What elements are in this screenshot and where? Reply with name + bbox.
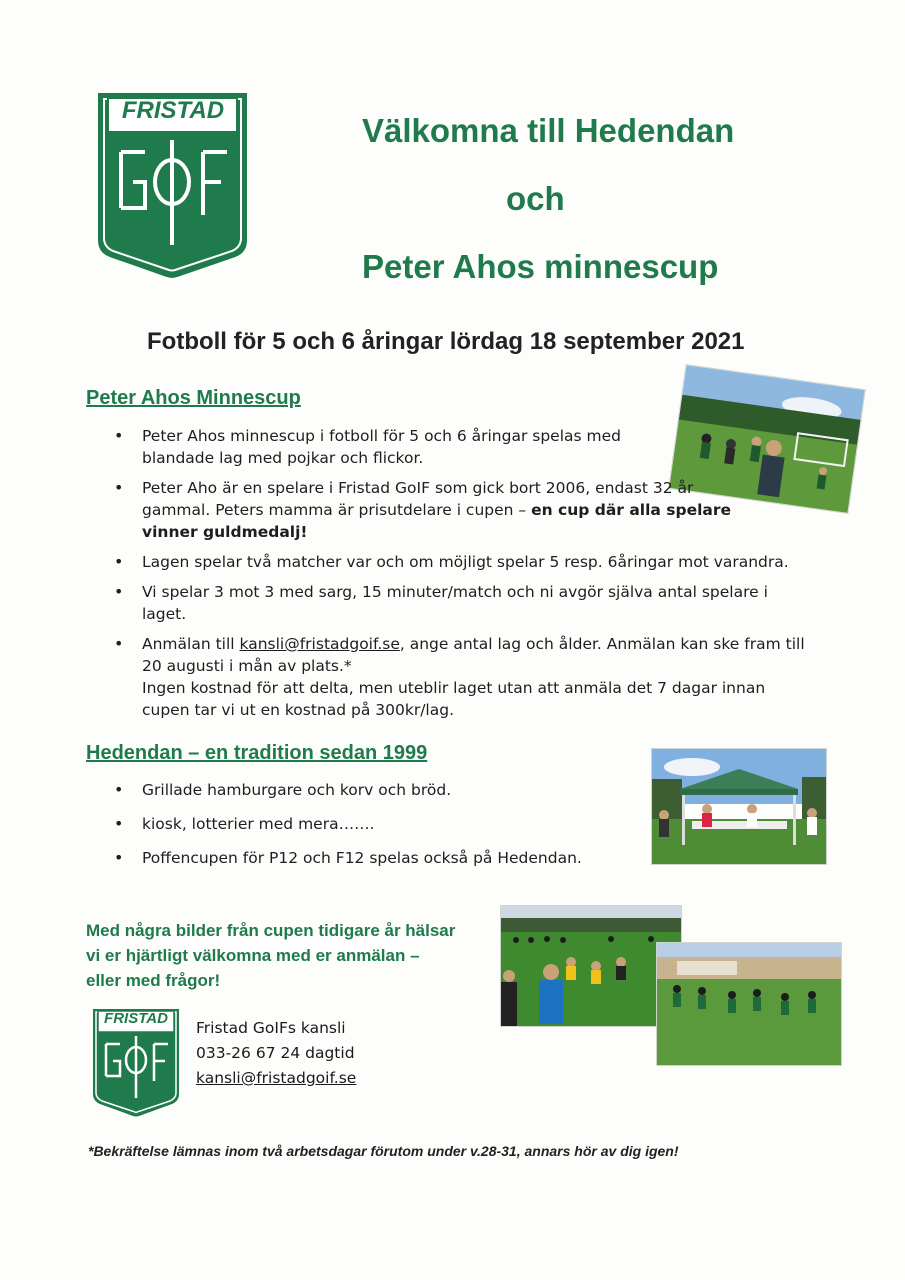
contact-name: Fristad GoIFs kansli (196, 1019, 346, 1037)
bullet-item (112, 813, 632, 835)
hedendan-bullet-list (112, 779, 632, 877)
bullet-emphasis: en cup där alla spelare vinner guldmedalj! (142, 501, 732, 541)
bullet-item (112, 551, 812, 573)
minnescup-bullet-list (112, 425, 812, 729)
bullet-text: Peter Ahos minnescup i fotboll för 5 och 6 åringar spelas med blandade lag med pojkar och flickor. (142, 427, 621, 467)
section-title-minnescup: Peter Ahos Minnescup (86, 387, 301, 409)
email-link[interactable]: kansli@fristadgoif.se (239, 635, 400, 653)
bullet-text: Vi spelar 3 mot 3 med sarg, 15 minuter/match och ni avgör själva antal spelare i laget. (142, 583, 768, 623)
contact-block (196, 1016, 356, 1091)
photo-tent-event (651, 748, 827, 865)
greeting-text: Med några bilder från cupen tidigare år hälsar vi er hjärtligt välkomna med er anmälan – eller med frågor! (86, 921, 456, 990)
photo-match-kids-field (656, 942, 842, 1066)
bullet-item (112, 477, 732, 543)
section-title-hedendan: Hedendan – en tradition sedan 1999 (86, 742, 428, 764)
heading-line-1: Välkomna till Hedendan (362, 112, 735, 149)
heading-line-2: och (506, 180, 565, 217)
footnote: *Bekräftelse lämnas inom två arbetsdagar förutom under v.28-31, annars hör av dig igen! (88, 1143, 679, 1159)
heading-line-3: Peter Ahos minnescup (362, 248, 719, 285)
contact-phone: 033-26 67 24 dagtid (196, 1044, 355, 1062)
bullet-item (112, 847, 632, 869)
bullet-text: Anmälan till (142, 635, 240, 653)
logo-club-name: FRISTAD (121, 97, 225, 124)
bullet-text: kiosk, lotterier med mera……. (142, 815, 375, 833)
bullet-item (112, 425, 662, 469)
bullet-item (112, 779, 632, 801)
bullet-item (112, 581, 812, 625)
bullet-text: Grillade hamburgare och korv och bröd. (142, 781, 452, 799)
photo-match-kids-yellow (500, 905, 682, 1027)
event-subtitle: Fotboll för 5 och 6 åringar lördag 18 september 2021 (147, 328, 745, 355)
contact-email-link[interactable]: kansli@fristadgoif.se (196, 1069, 357, 1087)
bullet-text: Lagen spelar två matcher var och om möjligt spelar 5 resp. 6åringar mot varandra. (142, 553, 789, 571)
small-logo-club-name: FRISTAD (104, 1010, 168, 1027)
bullet-item (112, 633, 812, 721)
bullet-text: Ingen kostnad för att delta, men uteblir laget utan att anmäla det 7 dagar innan cupen tar vi ut en kostnad på 300kr/lag. (142, 679, 766, 719)
bullet-text: Poffencupen för P12 och F12 spelas också på Hedendan. (142, 849, 582, 867)
bullet-text: Peter Aho är en spelare i Fristad GoIF som gick bort 2006, endast 32 år gammal. Peters mamma är prisutdelare i cupen – (142, 479, 694, 519)
bullet-text: , ange antal lag och ålder. Anmälan kan ske fram till 20 augusti i mån av plats.* (142, 635, 805, 675)
